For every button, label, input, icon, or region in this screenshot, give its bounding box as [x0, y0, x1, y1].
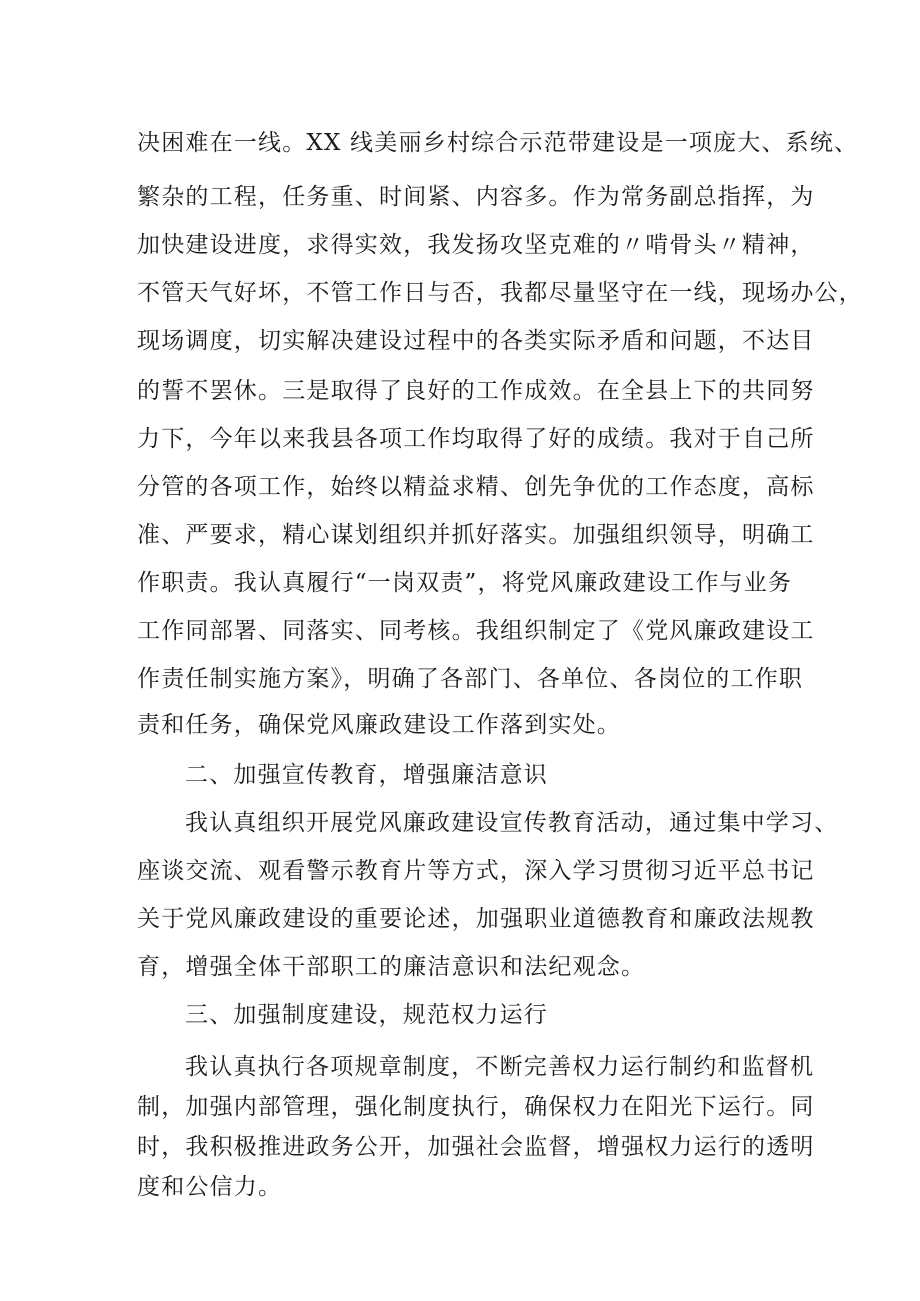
paragraph-line: 加快建设进度，求得实效，我发扬攻坚克难的〃啃骨头〃精神， [137, 232, 815, 258]
paragraph-line: 不管天气好坏，不管工作日与否，我都尽量坚守在一线，现场办公， [137, 280, 863, 306]
paragraph-line: 准、严要求，精心谋划组织并抓好落实。加强组织领导，明确工 [137, 522, 815, 548]
paragraph-line: 工作同部署、同落实、同考核。我组织制定了《党风廉政建设工 [137, 618, 815, 644]
paragraph-line: 作职责。我认真履行“一岗双责”，将党风廉政建设工作与业务 [137, 570, 793, 596]
section-heading: 三、加强制度建设，规范权力运行 [185, 1002, 548, 1028]
paragraph-line: 繁杂的工程，任务重、时间紧、内容多。作为常务副总指挥，为 [137, 184, 815, 210]
paragraph-line: 的誓不罢休。三是取得了良好的工作成效。在全县上下的共同努 [137, 378, 815, 404]
section-heading: 二、加强宣传教育，增强廉洁意识 [185, 762, 548, 788]
paragraph-line: 育，增强全体干部职工的廉洁意识和法纪观念。 [137, 954, 646, 980]
paragraph-line: 责和任务，确保党风廉政建设工作落到实处。 [137, 712, 621, 738]
paragraph-line: 决困难在一线。XX 线美丽乡村综合示范带建设是一项庞大、系统、 [137, 130, 859, 156]
paragraph-line: 度和公信力。 [137, 1174, 283, 1200]
paragraph-line: 关于党风廉政建设的重要论述，加强职业道德教育和廉政法规教 [137, 906, 815, 932]
paragraph-line: 时，我积极推进政务公开，加强社会监督，增强权力运行的透明 [137, 1134, 815, 1160]
paragraph-line: 分管的各项工作，始终以精益求精、创先争优的工作态度，高标 [137, 474, 815, 500]
paragraph-line: 作责任制实施方案》，明确了各部门、各单位、各岗位的工作职 [137, 666, 804, 692]
paragraph-line: 座谈交流、观看警示教育片等方式，深入学习贯彻习近平总书记 [137, 858, 815, 884]
paragraph-line: 我认真组织开展党风廉政建设宣传教育活动，通过集中学习、 [185, 810, 839, 836]
paragraph-line: 现场调度，切实解决建设过程中的各类实际矛盾和问题，不达目 [137, 328, 815, 354]
paragraph-line: 我认真执行各项规章制度，不断完善权力运行制约和监督机 [185, 1054, 815, 1080]
paragraph-line: 力下，今年以来我县各项工作均取得了好的成绩。我对于自己所 [137, 426, 815, 452]
paragraph-line: 制，加强内部管理，强化制度执行，确保权力在阳光下运行。同 [137, 1094, 815, 1120]
